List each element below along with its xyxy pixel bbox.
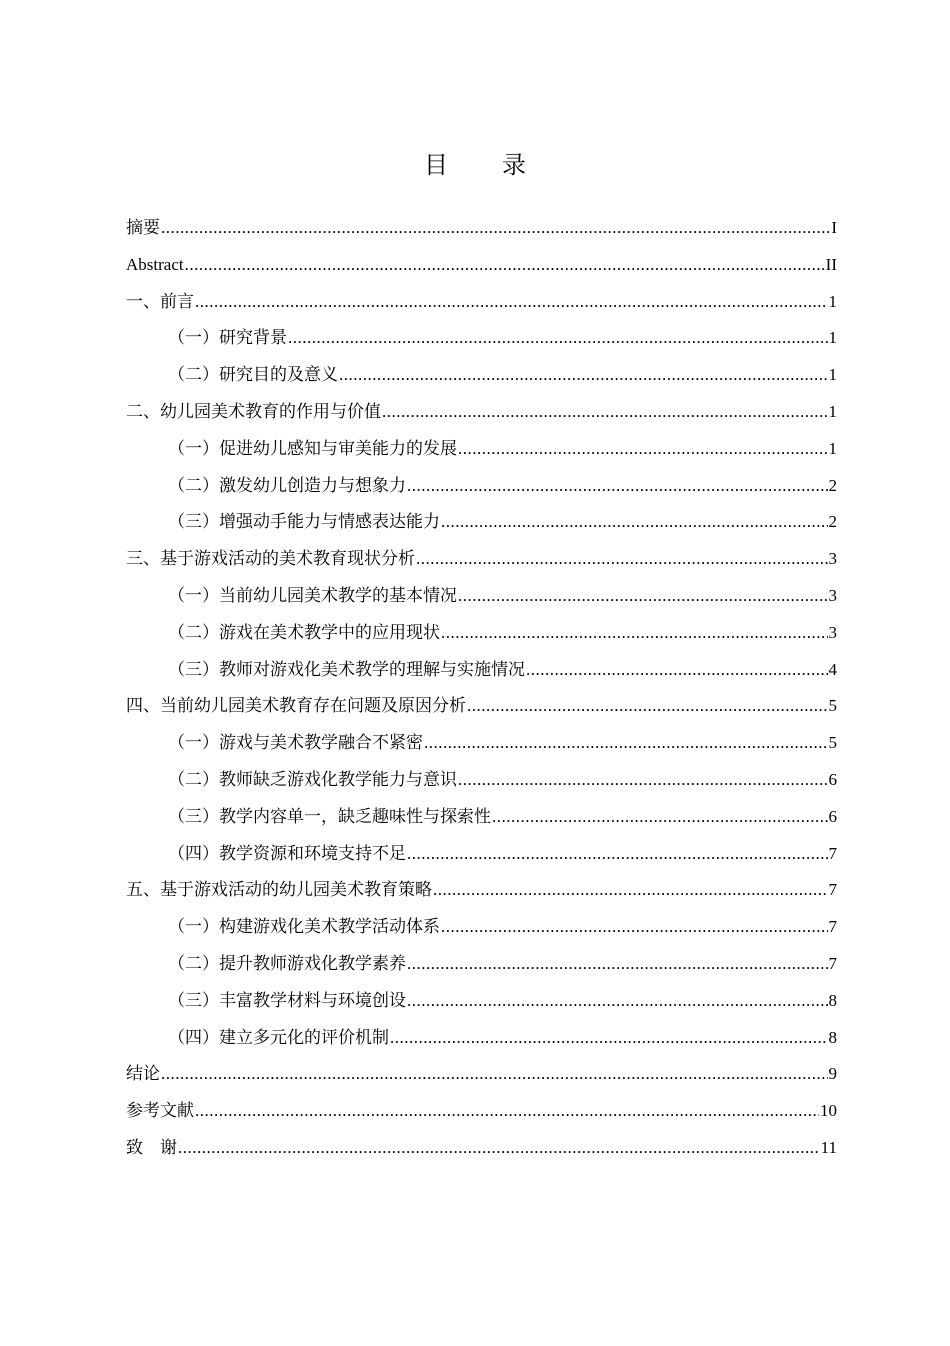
toc-entry[interactable] xyxy=(126,983,837,1020)
toc-entry[interactable] xyxy=(126,1093,837,1130)
toc-dot-leader xyxy=(195,1093,819,1130)
toc-entry-page-number: 7 xyxy=(828,880,837,900)
toc-dot-leader xyxy=(178,1130,820,1167)
toc-entry-label: （一）研究背景 xyxy=(168,328,287,348)
toc-entry-page-number: 1 xyxy=(828,401,837,421)
toc-entry[interactable] xyxy=(126,946,837,983)
table-of-contents xyxy=(126,210,837,1167)
toc-entry[interactable] xyxy=(126,615,837,652)
toc-entry-label: （一）游戏与美术教学融合不紧密 xyxy=(168,733,423,753)
toc-entry[interactable] xyxy=(126,284,837,321)
toc-entry-page-number: 7 xyxy=(828,917,837,937)
toc-entry[interactable] xyxy=(126,468,837,505)
toc-dot-leader xyxy=(407,946,828,983)
toc-entry-page-number: 3 xyxy=(828,585,837,605)
toc-entry-page-number: 4 xyxy=(828,659,837,679)
toc-entry[interactable] xyxy=(126,541,837,578)
toc-entry-page-number: 1 xyxy=(828,438,837,458)
toc-dot-leader xyxy=(441,909,828,946)
toc-entry-label: （二）提升教师游戏化教学素养 xyxy=(168,953,406,973)
toc-dot-leader xyxy=(185,247,825,284)
page-title: 目 录 xyxy=(424,153,550,179)
toc-entry-page-number: 2 xyxy=(828,475,837,495)
toc-dot-leader xyxy=(467,688,828,725)
toc-dot-leader xyxy=(407,983,828,1020)
toc-dot-leader xyxy=(433,872,828,909)
toc-entry[interactable] xyxy=(126,431,837,468)
toc-entry-label: （三）教师对游戏化美术教学的理解与实施情况 xyxy=(168,659,525,679)
toc-dot-leader xyxy=(288,320,828,357)
toc-entry-page-number: 10 xyxy=(820,1101,837,1121)
toc-entry-label: （三）教学内容单一，缺乏趣味性与探索性 xyxy=(168,806,491,826)
toc-entry-page-number: 8 xyxy=(828,990,837,1010)
toc-entry[interactable] xyxy=(126,504,837,541)
toc-dot-leader xyxy=(458,578,828,615)
toc-dot-leader xyxy=(458,431,828,468)
toc-entry-label: （一）构建游戏化美术教学活动体系 xyxy=(168,917,440,937)
toc-dot-leader xyxy=(382,394,828,431)
toc-entry[interactable] xyxy=(126,320,837,357)
toc-entry-label: （一）当前幼儿园美术教学的基本情况 xyxy=(168,585,457,605)
toc-entry[interactable] xyxy=(126,872,837,909)
toc-entry-label: 一、前言 xyxy=(126,291,194,311)
toc-entry-page-number: 3 xyxy=(828,549,837,569)
toc-entry-label: （一）促进幼儿感知与审美能力的发展 xyxy=(168,438,457,458)
toc-entry-page-number: 6 xyxy=(828,806,837,826)
toc-entry[interactable] xyxy=(126,578,837,615)
toc-dot-leader xyxy=(441,504,828,541)
toc-entry-page-number: 7 xyxy=(828,953,837,973)
toc-entry-page-number: 6 xyxy=(828,769,837,789)
toc-entry[interactable] xyxy=(126,762,837,799)
toc-entry[interactable] xyxy=(126,909,837,946)
toc-entry-page-number: 1 xyxy=(828,365,837,385)
toc-entry[interactable] xyxy=(126,394,837,431)
toc-dot-leader xyxy=(407,836,828,873)
toc-dot-leader xyxy=(441,615,828,652)
toc-entry-label: （三）增强动手能力与情感表达能力 xyxy=(168,512,440,532)
toc-entry-label: （二）教师缺乏游戏化教学能力与意识 xyxy=(168,769,457,789)
toc-entry[interactable] xyxy=(126,688,837,725)
toc-entry[interactable] xyxy=(126,247,837,284)
toc-entry-label: 参考文献 xyxy=(126,1101,194,1121)
toc-dot-leader xyxy=(407,468,828,505)
toc-dot-leader xyxy=(424,725,828,762)
toc-entry[interactable] xyxy=(126,210,837,247)
toc-dot-leader xyxy=(195,284,828,321)
toc-dot-leader xyxy=(526,652,828,689)
toc-entry-label: 致 谢 xyxy=(126,1137,177,1157)
toc-entry[interactable] xyxy=(126,836,837,873)
toc-dot-leader xyxy=(492,799,828,836)
toc-entry[interactable] xyxy=(126,725,837,762)
toc-entry[interactable] xyxy=(126,1020,837,1057)
toc-entry-label: （三）丰富教学材料与环境创设 xyxy=(168,990,406,1010)
toc-entry-page-number: 5 xyxy=(828,696,837,716)
toc-dot-leader xyxy=(458,762,828,799)
toc-entry[interactable] xyxy=(126,799,837,836)
toc-entry-label: 摘要 xyxy=(126,218,160,237)
toc-entry-label: （二）研究目的及意义 xyxy=(168,365,338,385)
toc-entry[interactable] xyxy=(126,1056,837,1093)
toc-entry-label: （二）游戏在美术教学中的应用现状 xyxy=(168,622,440,642)
toc-entry-label: 三、基于游戏活动的美术教育现状分析 xyxy=(126,549,415,569)
toc-entry-label: 结论 xyxy=(126,1064,160,1084)
toc-entry-label: （四）建立多元化的评价机制 xyxy=(168,1027,389,1047)
toc-entry-label: 五、基于游戏活动的幼儿园美术教育策略 xyxy=(126,880,432,900)
toc-dot-leader xyxy=(161,210,830,247)
toc-dot-leader xyxy=(161,1056,828,1093)
toc-dot-leader xyxy=(339,357,828,394)
toc-entry-page-number: 11 xyxy=(820,1137,837,1157)
toc-entry-page-number: 2 xyxy=(828,512,837,532)
toc-entry-page-number: 5 xyxy=(828,733,837,753)
toc-entry-page-number: 8 xyxy=(828,1027,837,1047)
toc-entry-label: （二）激发幼儿创造力与想象力 xyxy=(168,475,406,495)
toc-entry-label: Abstract xyxy=(126,254,184,274)
toc-entry-page-number: I xyxy=(831,218,837,237)
toc-entry-label: （四）教学资源和环境支持不足 xyxy=(168,843,406,863)
toc-entry-page-number: 1 xyxy=(828,291,837,311)
toc-entry-page-number: 9 xyxy=(828,1064,837,1084)
toc-entry-label: 二、幼儿园美术教育的作用与价值 xyxy=(126,401,381,421)
toc-dot-leader xyxy=(390,1020,828,1057)
toc-entry-label: 四、当前幼儿园美术教育存在问题及原因分析 xyxy=(126,696,466,716)
toc-entry[interactable] xyxy=(126,1130,837,1167)
toc-entry[interactable] xyxy=(126,652,837,689)
toc-dot-leader xyxy=(416,541,828,578)
toc-entry-page-number: II xyxy=(825,254,837,274)
toc-entry-page-number: 3 xyxy=(828,622,837,642)
toc-entry-page-number: 7 xyxy=(828,843,837,863)
toc-entry-page-number: 1 xyxy=(828,328,837,348)
toc-entry[interactable] xyxy=(126,357,837,394)
